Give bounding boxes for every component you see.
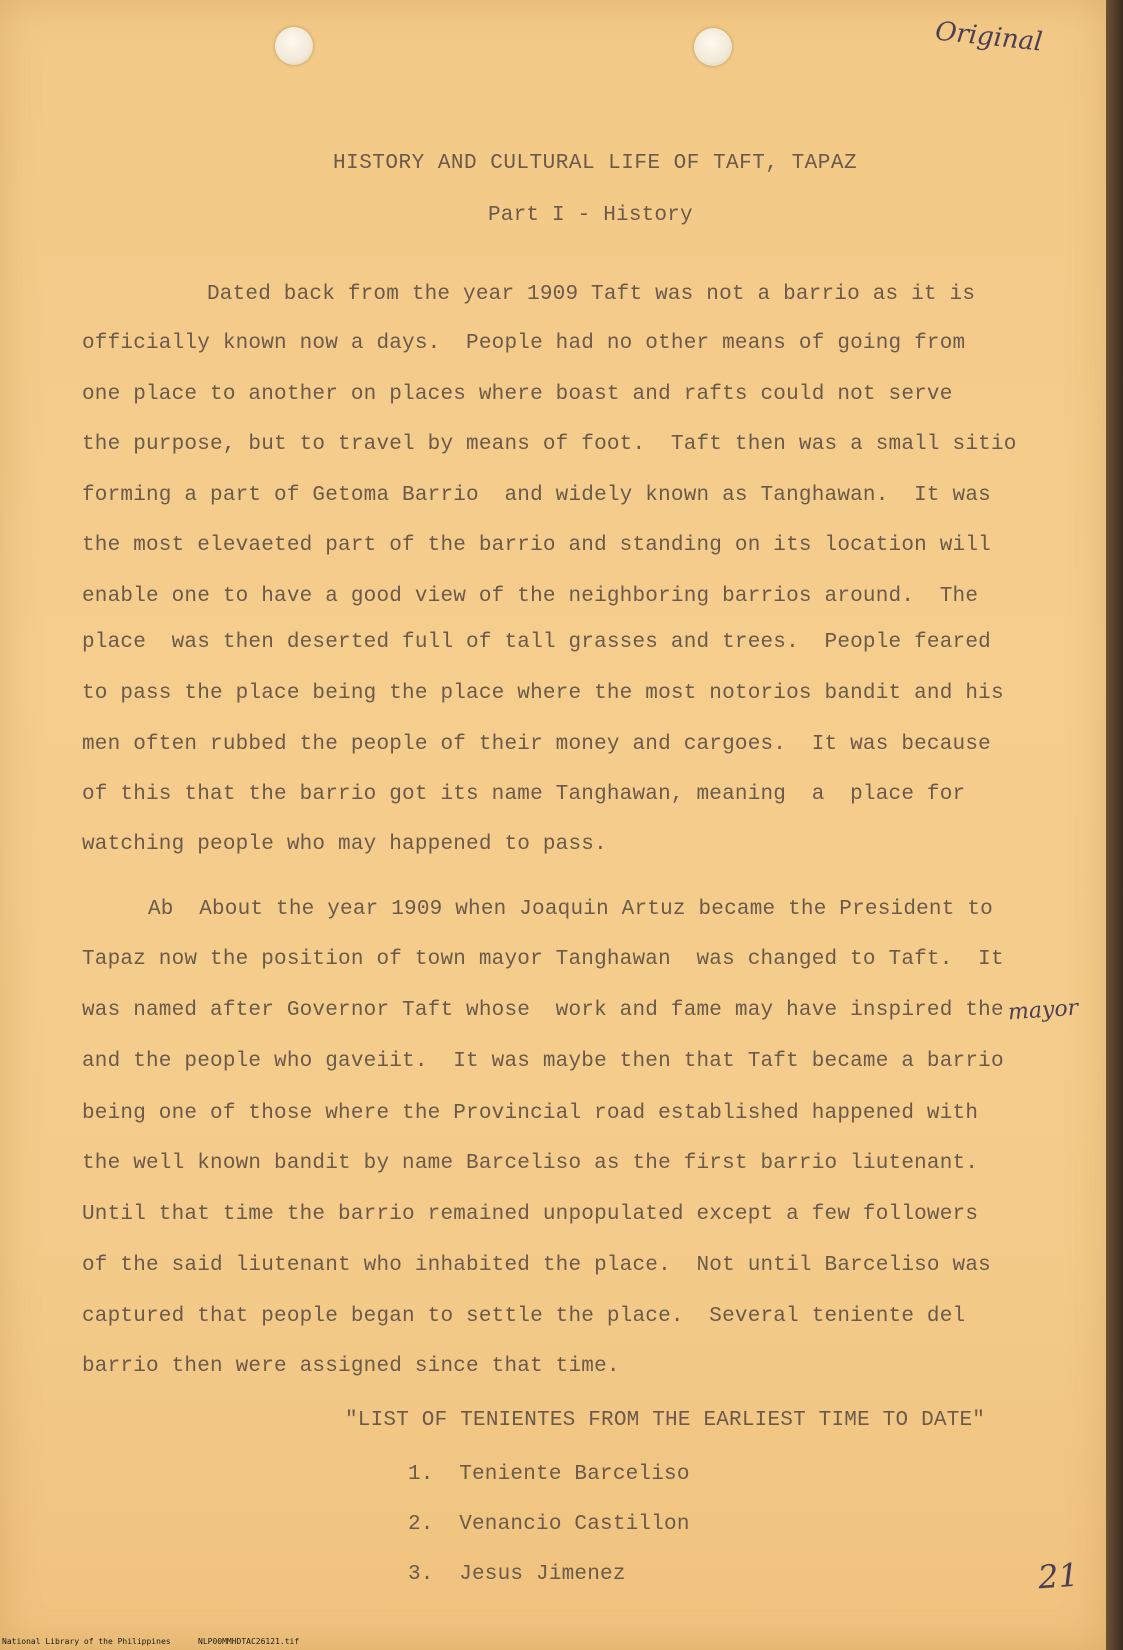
paragraph1-line: enable one to have a good view of the neighboring barrios around. The [82, 585, 979, 608]
paragraph2-line: barrio then were assigned since that time. [82, 1355, 620, 1378]
paragraph1-line: officially known now a days. People had no other means of going from [82, 332, 966, 355]
paragraph2-line: Until that time the barrio remained unpopulated except a few followers [82, 1203, 979, 1226]
paragraph1-line: the purpose, but to travel by means of foot. Taft then was a small sitio [82, 433, 1017, 456]
paragraph1-line: forming a part of Getoma Barrio and widely known as Tanghawan. It was [82, 484, 991, 507]
document-subtitle: Part I - History [488, 204, 693, 227]
paragraph2-line: was named after Governor Taft whose work and fame may have inspired the [82, 999, 1004, 1022]
paragraph1-line: one place to another on places where boast and rafts could not serve [82, 383, 953, 406]
paragraph2-line: Ab About the year 1909 when Joaquin Artuz became the President to [148, 898, 993, 921]
page-edge-shadow [1106, 0, 1123, 1650]
paragraph1-line: Dated back from the year 1909 Taft was not a barrio as it is [207, 283, 976, 306]
paragraph1-line: of this that the barrio got its name Tanghawan, meaning a place for [82, 783, 966, 806]
paragraph1-line: the most elevaeted part of the barrio and standing on its location will [82, 534, 991, 557]
footer-filename: NLP00MMHDTAC26121.tif [198, 1637, 300, 1646]
list-item: 1. Teniente Barceliso [408, 1463, 690, 1486]
paragraph2-line: and the people who gaveiit. It was maybe then that Taft became a barrio [82, 1050, 1004, 1073]
handwritten-mayor-note: mayor [1007, 995, 1079, 1026]
paragraph1-line: watching people who may happened to pass. [82, 833, 607, 856]
paragraph2-line: the well known bandit by name Barceliso as the first barrio liutenant. [82, 1152, 979, 1175]
list-item: 3. Jesus Jimenez [408, 1563, 626, 1586]
list-item: 2. Venancio Castillon [408, 1513, 690, 1536]
paragraph1-line: men often rubbed the people of their money and cargoes. It was because [82, 733, 991, 756]
paragraph2-line: being one of those where the Provincial road established happened with [82, 1102, 979, 1125]
document-title: HISTORY AND CULTURAL LIFE OF TAFT, TAPAZ [333, 152, 858, 175]
paragraph2-line: Tapaz now the position of town mayor Tanghawan was changed to Taft. It [82, 948, 1004, 971]
punch-hole-left [275, 27, 313, 65]
paragraph2-line: of the said liutenant who inhabited the place. Not until Barceliso was [82, 1254, 991, 1277]
handwritten-original-note: Original [933, 16, 1044, 58]
punch-hole-right [694, 28, 732, 66]
paragraph1-line: place was then deserted full of tall grasses and trees. People feared [82, 631, 991, 654]
paragraph1-line: to pass the place being the place where the most notorios bandit and his [82, 682, 1004, 705]
footer-source-label: National Library of the Philippines [2, 1637, 171, 1646]
list-heading: "LIST OF TENIENTES FROM THE EARLIEST TIME TO DATE" [345, 1409, 986, 1432]
handwritten-page-number: 21 [1036, 1555, 1080, 1597]
paragraph2-line: captured that people began to settle the place. Several teniente del [82, 1305, 966, 1328]
